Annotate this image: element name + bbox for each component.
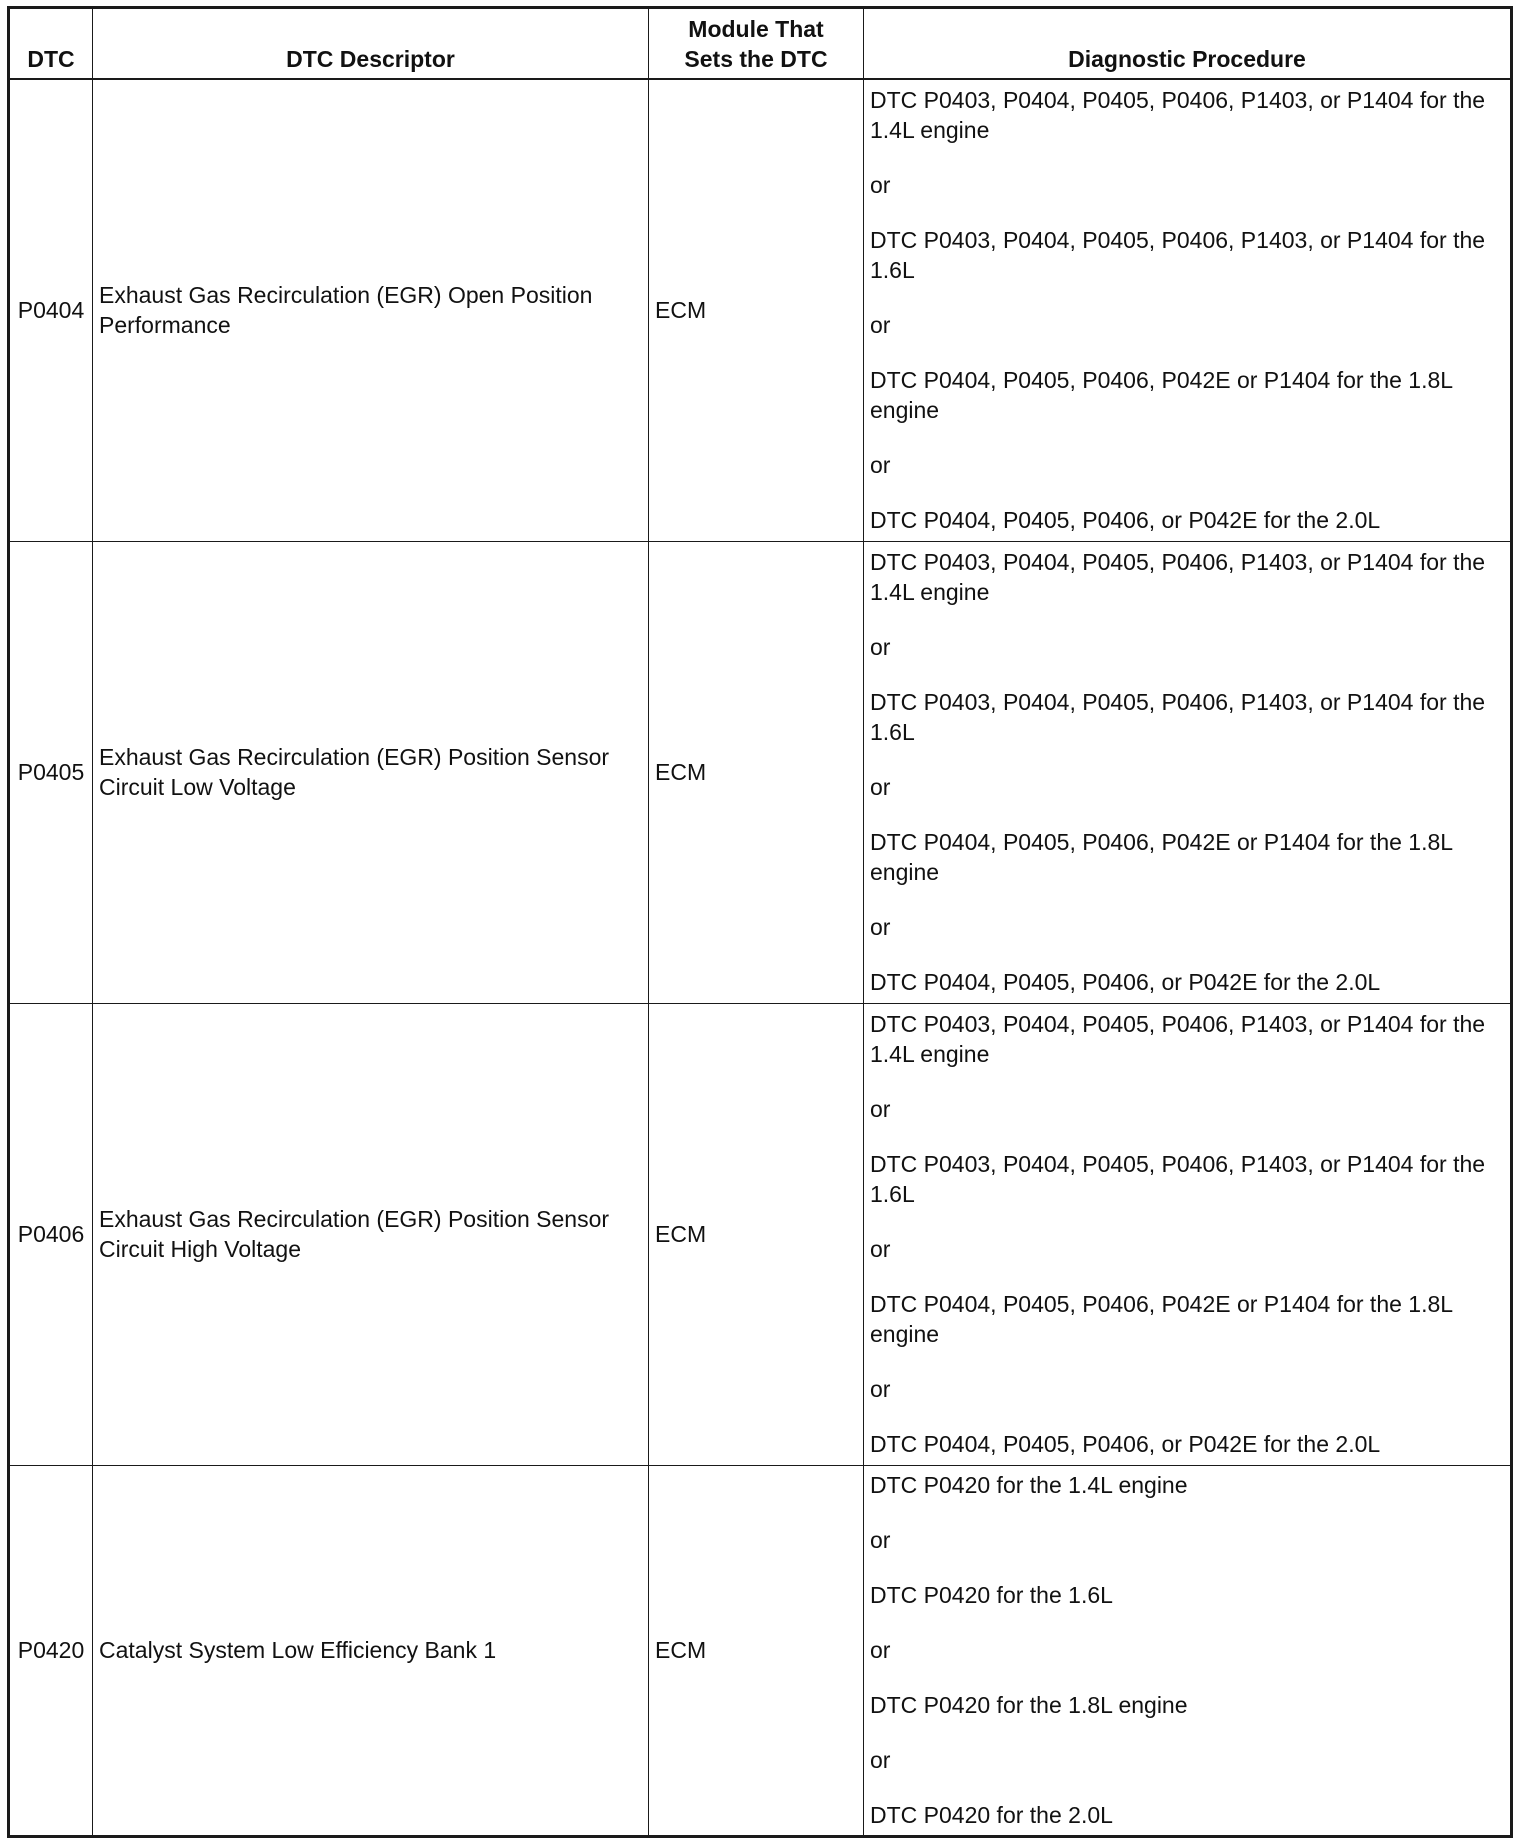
procedure-line: or (870, 1376, 891, 1402)
procedure-line: or (870, 774, 891, 800)
procedure-line: or (870, 1236, 891, 1262)
procedure-line: DTC P0420 for the 1.4L engine (870, 1472, 1188, 1498)
diagnostic-procedure (864, 79, 1512, 541)
dtc-code: P0404 (9, 79, 93, 541)
procedure-line: DTC P0403, P0404, P0405, P0406, P1403, or P1404 for the 1.4L engine (870, 549, 1486, 605)
procedure-line: DTC P0403, P0404, P0405, P0406, P1403, or P1404 for the 1.6L (870, 227, 1486, 284)
procedure-line: DTC P0404, P0405, P0406, P042E or P1404 for the 1.8L engine (870, 1291, 1453, 1347)
header-dtc: DTC (9, 8, 93, 80)
procedure-line: or (870, 1747, 891, 1773)
procedure-line: DTC P0404, P0405, P0406, or P042E for the 2.0L (870, 507, 1381, 534)
procedure-line: DTC P0420 for the 2.0L (870, 1802, 1113, 1828)
module: ECM (649, 79, 864, 541)
diagnostic-procedure (864, 1465, 1512, 1836)
header-descriptor: DTC Descriptor (93, 8, 649, 80)
dtc-code: P0406 (9, 1003, 93, 1465)
procedure-line: or (870, 1527, 891, 1553)
procedure-line: or (870, 914, 891, 940)
header-module: Module That Sets the DTC (649, 8, 864, 80)
procedure-line: DTC P0404, P0405, P0406, or P042E for the 2.0L (870, 969, 1381, 995)
procedure-line: DTC P0420 for the 1.6L (870, 1582, 1113, 1608)
table-row (9, 1465, 1512, 1836)
table-row (9, 541, 1512, 1003)
header-procedure: Diagnostic Procedure (864, 8, 1512, 80)
procedure-line: DTC P0404, P0405, P0406, P042E or P1404 for the 1.8L engine (870, 829, 1453, 885)
table-row (9, 1003, 1512, 1465)
procedure-line: or (870, 634, 891, 660)
module: ECM (649, 541, 864, 1003)
dtc-descriptor: Catalyst System Low Efficiency Bank 1 (93, 1465, 649, 1836)
procedure-line: or (870, 1637, 891, 1663)
dtc-table-wrapper (7, 6, 1513, 1838)
procedure-line: DTC P0403, P0404, P0405, P0406, P1403, or P1404 for the 1.6L (870, 689, 1486, 745)
dtc-descriptor: Exhaust Gas Recirculation (EGR) Position Sensor Circuit High Voltage (93, 1003, 649, 1465)
procedure-line: or (870, 172, 891, 199)
dtc-code: P0420 (9, 1465, 93, 1836)
dtc-descriptor: Exhaust Gas Recirculation (EGR) Position Sensor Circuit Low Voltage (93, 541, 649, 1003)
procedure-line: DTC P0403, P0404, P0405, P0406, P1403, or P1404 for the 1.4L engine (870, 87, 1486, 144)
procedure-line: or (870, 312, 891, 339)
procedure-line: DTC P0403, P0404, P0405, P0406, P1403, or P1404 for the 1.4L engine (870, 1011, 1486, 1067)
module: ECM (649, 1465, 864, 1836)
diagnostic-procedure (864, 1003, 1512, 1465)
diagnostic-procedure (864, 541, 1512, 1003)
module: ECM (649, 1003, 864, 1465)
procedure-line: or (870, 452, 891, 479)
header-row (9, 8, 1512, 80)
procedure-line: or (870, 1096, 891, 1122)
dtc-descriptor: Exhaust Gas Recirculation (EGR) Open Position Performance (93, 79, 649, 541)
dtc-table (7, 6, 1513, 1838)
procedure-line: DTC P0420 for the 1.8L engine (870, 1692, 1188, 1718)
dtc-code: P0405 (9, 541, 93, 1003)
procedure-line: DTC P0404, P0405, P0406, P042E or P1404 for the 1.8L engine (870, 367, 1453, 424)
procedure-line: DTC P0403, P0404, P0405, P0406, P1403, or P1404 for the 1.6L (870, 1151, 1486, 1207)
procedure-line: DTC P0404, P0405, P0406, or P042E for the 2.0L (870, 1431, 1381, 1457)
table-row (9, 79, 1512, 541)
